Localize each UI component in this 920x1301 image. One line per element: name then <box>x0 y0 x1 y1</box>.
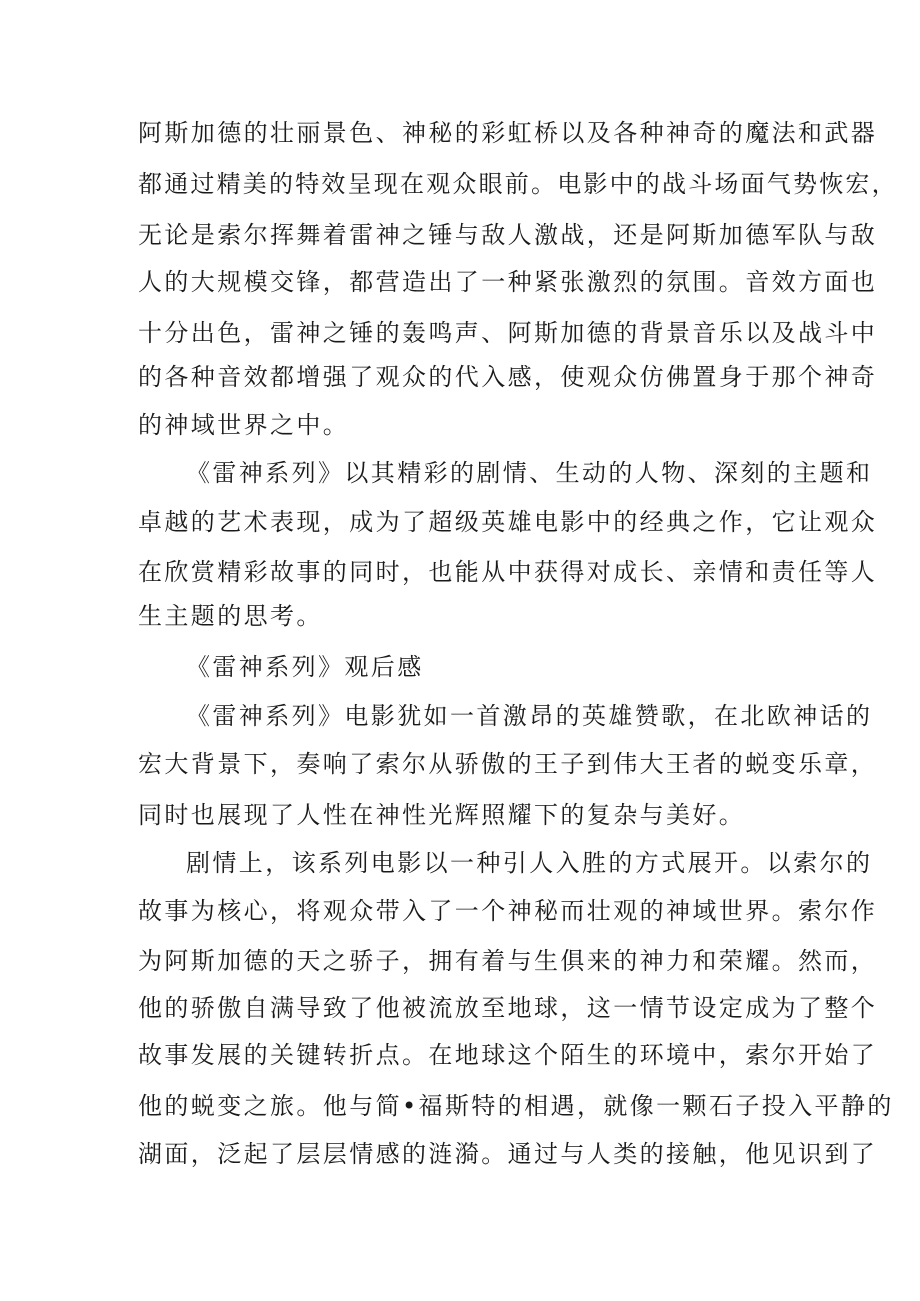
paragraph-4-line-2: 故事为核心，将观众带入了一个神秘而壮观的神域世界。索尔作 <box>138 897 878 925</box>
paragraph-2-line-1: 《雷神系列》以其精彩的剧情、生动的人物、深刻的主题和 <box>186 459 873 487</box>
paragraph-1-line-7: 的神域世界之中。 <box>138 411 350 439</box>
paragraph-4-line-4: 他的骄傲自满导致了他被流放至地球，这一情节设定成为了整个 <box>138 994 878 1022</box>
paragraph-4-line-6: 他的蜕变之旅。他与简•福斯特的相遇，就像一颗石子投入平静的 <box>138 1092 894 1120</box>
paragraph-4-line-5: 故事发展的关键转折点。在地球这个陌生的环境中，索尔开始了 <box>138 1041 878 1069</box>
paragraph-2-line-2: 卓越的艺术表现，成为了超级英雄电影中的经典之作，它让观众 <box>138 508 878 536</box>
section-heading: 《雷神系列》观后感 <box>186 653 424 681</box>
paragraph-1-line-2: 都通过精美的特效呈现在观众眼前。电影中的战斗场面气势恢宏， <box>138 170 898 198</box>
paragraph-4-line-3: 为阿斯加德的天之骄子，拥有着与生俱来的神力和荣耀。然而， <box>138 947 878 975</box>
paragraph-3-line-3: 同时也展现了人性在神性光辉照耀下的复杂与美好。 <box>138 801 746 829</box>
paragraph-2-line-4: 生主题的思考。 <box>138 602 323 630</box>
paragraph-1-line-1: 阿斯加德的壮丽景色、神秘的彩虹桥以及各种神奇的魔法和武器 <box>138 119 878 147</box>
paragraph-4-line-1: 剧情上，该系列电影以一种引人入胜的方式展开。以索尔的 <box>186 849 873 877</box>
paragraph-3-line-1: 《雷神系列》电影犹如一首激昂的英雄赞歌，在北欧神话的 <box>186 702 873 730</box>
paragraph-1-line-3: 无论是索尔挥舞着雷神之锤与敌人激战，还是阿斯加德军队与敌 <box>138 221 878 249</box>
paragraph-2-line-3: 在欣赏精彩故事的同时，也能从中获得对成长、亲情和责任等人 <box>138 558 878 586</box>
paragraph-1-line-6: 的各种音效都增强了观众的代入感，使观众仿佛置身于那个神奇 <box>138 363 878 391</box>
paragraph-3-line-2: 宏大背景下，奏响了索尔从骄傲的王子到伟大王者的蜕变乐章， <box>138 750 878 778</box>
paragraph-1-line-5: 十分出色，雷神之锤的轰鸣声、阿斯加德的背景音乐以及战斗中 <box>138 319 878 347</box>
paragraph-1-line-4: 人的大规模交锋，都营造出了一种紧张激烈的氛围。音效方面也 <box>138 268 878 296</box>
paragraph-4-line-7: 湖面，泛起了层层情感的涟漪。通过与人类的接触，他见识到了 <box>138 1140 878 1168</box>
